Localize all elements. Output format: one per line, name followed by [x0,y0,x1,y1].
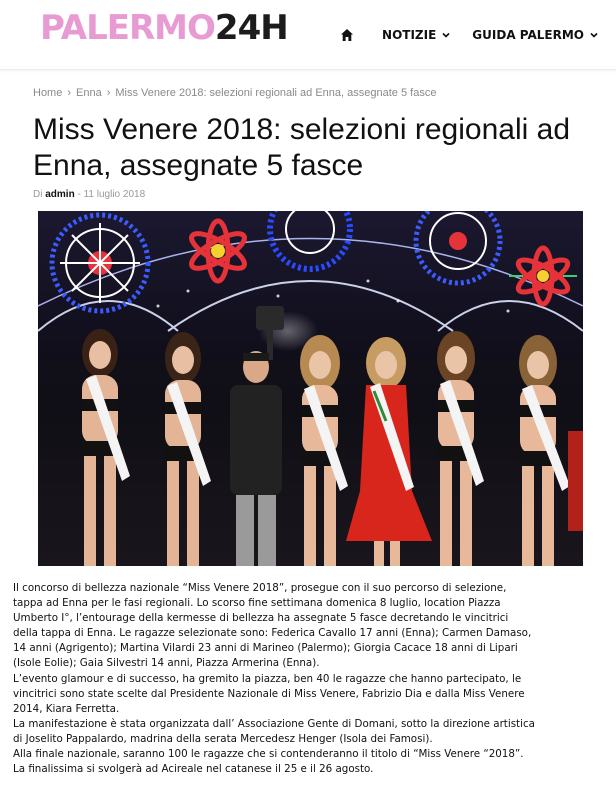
nav-item-guida-palermo[interactable] [472,28,598,42]
body-line: Umberto I°, l’entourage della kermesse di bellezza ha assegnate 5 fasce decretando le vincitrici [13,612,509,625]
body-line: L’evento glamour e di successo, ha gremito la piazza, ben 40 le ragazze che hanno partecipato, le [13,672,522,685]
site-logo[interactable] [40,8,288,48]
nav-item-notizie[interactable] [382,28,450,42]
logo-part-palermo: PALERMO [40,8,215,48]
body-line: 2014, Kiara Ferretta. [13,702,120,715]
nav-label-guida: GUIDA PALERMO [472,28,584,42]
body-line: La finalissima si svolgerà ad Acireale nel catanese il 25 e il 26 agosto. [13,763,374,776]
body-line: (Isole Eolie); Gaia Silvestri 14 anni, Piazza Armerina (Enna). [13,657,320,670]
article-body [13,581,603,777]
article-photo [38,211,583,566]
body-line: della tappa di Enna. Le ragazze selezionate sono: Federica Cavallo 17 anni (Enna); Carmen Damaso, [13,627,532,640]
breadcrumb-separator: › [67,87,72,99]
meta-dash: - [77,189,81,200]
breadcrumb-home[interactable]: Home [33,87,63,99]
logo-part-24h: 24H [214,8,288,48]
home-icon[interactable] [340,28,354,42]
nav-label-notizie: NOTIZIE [382,28,437,42]
body-line: vincitrici sono state scelte dal Presidente Nazionale di Miss Venere, Fabrizio Dia e dalla Miss Venere [13,687,525,700]
body-line: 14 anni (Agrigento); Martina Vilardi 23 anni di Marineo (Palermo); Giorgia Cacace 18 anni di Lipari [13,642,518,655]
body-line: di Joselito Pappalardo, madrina della serata Mercedesz Henger (Isola dei Famosi). [13,732,433,745]
breadcrumb [33,87,436,99]
breadcrumb-current: Miss Venere 2018: selezioni regionali ad Enna, assegnate 5 fasce [115,87,437,99]
body-line: Il concorso di bellezza nazionale “Miss Venere 2018”, prosegue con il suo percorso di selezione, [13,582,507,594]
body-line: Alla finale nazionale, saranno 100 le ragazze che si contenderanno il titolo di “Miss Venere “2018”. [13,748,524,761]
chevron-down-icon [590,31,598,39]
article-meta [33,189,145,200]
breadcrumb-category[interactable]: Enna [76,87,102,99]
article-title: Miss Venere 2018: selezioni regionali ad Enna, assegnate 5 fasce [33,113,570,182]
article-date: 11 luglio 2018 [83,189,146,200]
chevron-down-icon [442,31,450,39]
body-line: tappa ad Enna per le fasi regionali. Lo scorso fine settimana domenica 8 luglio, location Piazza [13,597,501,610]
body-line: La manifestazione è stata organizzata dall’ Associazione Gente di Domani, sotto la direzione artistica [13,717,535,730]
main-nav [340,28,598,42]
author-link[interactable]: admin [45,189,75,200]
by-label: Di [33,189,43,200]
breadcrumb-separator: › [106,87,111,99]
site-header [0,0,616,70]
photo-illustration [38,211,583,566]
